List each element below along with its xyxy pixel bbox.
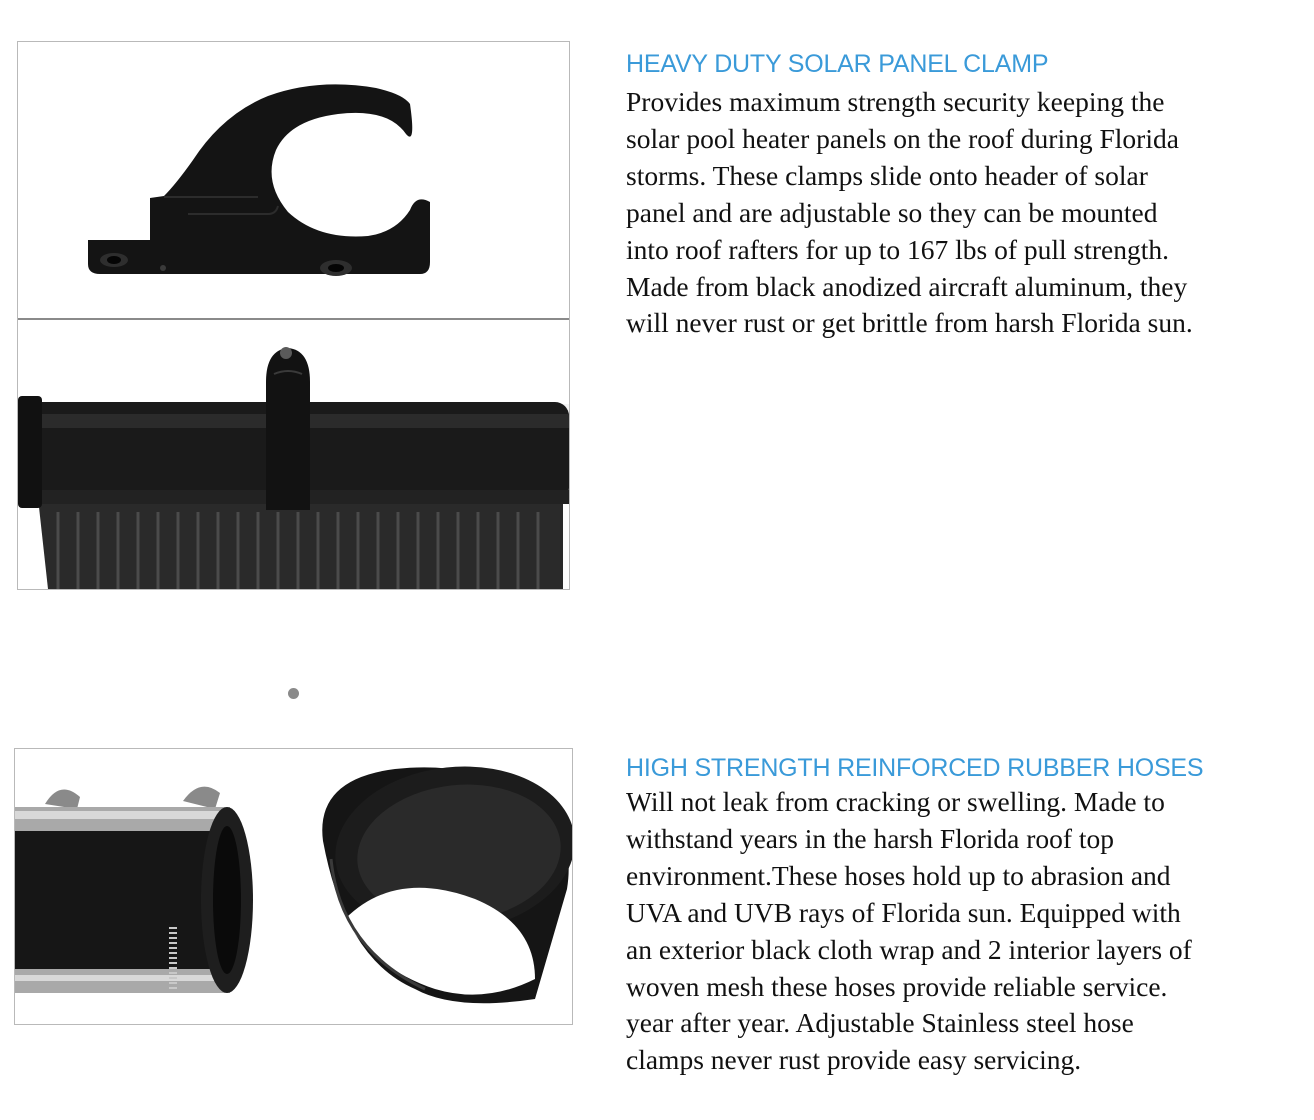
hose-with-clamp xyxy=(15,787,253,993)
description-line: storms. These clamps slide onto header of solar xyxy=(626,159,1148,191)
hose-section xyxy=(626,753,1286,1079)
description-line: woven mesh these hoses provide reliable service. xyxy=(626,970,1168,1002)
description-line: solar pool heater panels on the roof during Florida xyxy=(626,122,1179,154)
hose-heading: HIGH STRENGTH REINFORCED RUBBER HOSES xyxy=(626,754,1204,782)
description-line: Provides maximum strength security keeping the xyxy=(626,86,1165,117)
description-line: withstand years in the harsh Florida roof top xyxy=(626,822,1115,854)
description-line: an exterior black cloth wrap and 2 interior layers of xyxy=(626,933,1192,965)
description-line: clamps never rust provide easy servicing. xyxy=(626,1044,1082,1076)
description-line: year after year. Adjustable Stainless steel hose xyxy=(626,1007,1134,1039)
clamp-heading: HEAVY DUTY SOLAR PANEL CLAMP xyxy=(626,50,1049,78)
description-line: Made from black anodized aircraft aluminum, they xyxy=(626,270,1188,302)
description-line: into roof rafters for up to 167 lbs of pull strength. xyxy=(626,233,1170,265)
hose-photo xyxy=(14,748,573,1025)
description-line: will never rust or get brittle from harsh Florida sun. xyxy=(626,307,1193,339)
description-line: Will not leak from cracking or swelling. Made to xyxy=(626,786,1165,817)
carousel-dot[interactable] xyxy=(288,688,299,699)
description-line: panel and are adjustable so they can be mounted xyxy=(626,196,1158,228)
clamp-section xyxy=(626,49,1286,342)
description-line: UVA and UVB rays of Florida sun. Equipped with xyxy=(626,896,1181,928)
clamp-description xyxy=(626,84,1286,342)
hose-description xyxy=(626,784,1286,1079)
clamp-photo xyxy=(17,41,570,590)
description-line: environment.These hoses hold up to abrasion and xyxy=(626,859,1171,891)
panel-header-pipe xyxy=(18,347,569,589)
